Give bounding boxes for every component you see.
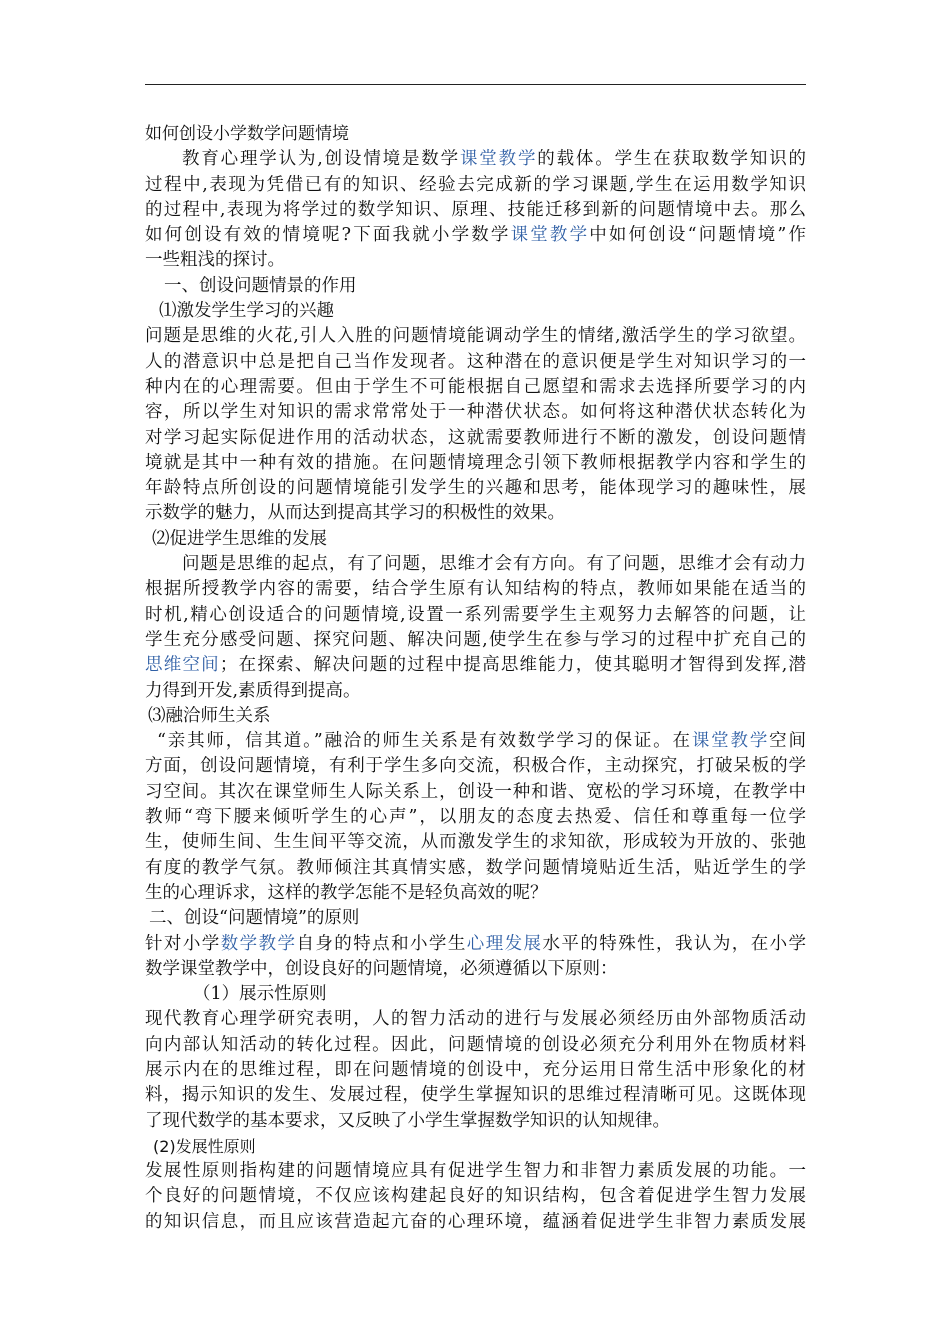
text-line <box>145 400 806 425</box>
text-line <box>145 1210 806 1235</box>
text-segment: 生，使师生间、生生间平等交流，从而激发学生的求知欲，形成较为开放的、张弛 <box>145 832 806 853</box>
text-line <box>145 1109 806 1134</box>
text-line <box>145 350 806 375</box>
text-line <box>145 780 806 805</box>
text-line <box>145 628 806 653</box>
text-segment: 如何创设小学数学问题情境 <box>145 124 349 144</box>
text-line <box>145 299 806 324</box>
text-segment: ⑶融洽师生关系 <box>148 705 271 726</box>
text-line <box>145 704 806 729</box>
text-segment: 有度的教学气氛。教师倾注其真情实感，数学问题情境贴近生活，贴近学生的学 <box>145 857 806 878</box>
text-segment: 根据所授教学内容的需要，结合学生原有认知结构的特点，教师如果能在适当的 <box>145 579 806 600</box>
text-line <box>145 1033 806 1058</box>
text-line <box>145 324 806 349</box>
text-segment: 教师“弯下腰来倾听学生的心声”，以朋友的态度去热爱、信任和尊重每一位学 <box>145 807 806 828</box>
text-line <box>145 603 806 628</box>
text-line <box>145 1083 806 1108</box>
document-body <box>145 122 806 1235</box>
text-segment: 空间 <box>769 731 807 752</box>
text-line <box>145 426 806 451</box>
text-line <box>145 147 806 172</box>
text-line <box>145 1007 806 1032</box>
document-title <box>145 122 806 147</box>
text-segment: 中如何创设“问题情境”作 <box>589 225 806 246</box>
text-line <box>145 653 806 678</box>
text-segment: 针对小学 <box>145 933 221 954</box>
text-segment: 料，揭示知识的发生、发展过程，使学生掌握知识的思维过程清晰可见。这既体现 <box>145 1085 806 1106</box>
text-segment: 学生充分感受问题、探究问题、解决问题,使学生在参与学习的过程中扩充自己的 <box>145 629 806 650</box>
text-segment: 年龄特点所创设的问题情境能引发学生的兴趣和思考，能体现学习的趣味性，展 <box>145 478 806 499</box>
text-line <box>145 982 806 1007</box>
text-segment: 水平的特殊性，我认为，在小学 <box>542 933 807 954</box>
text-line <box>145 501 806 526</box>
text-line <box>145 805 806 830</box>
text-segment: “亲其师，信其道。”融洽的师生关系是有效数学学习的保证。在 <box>157 731 692 752</box>
keyword-link[interactable]: 课堂教学 <box>691 731 770 752</box>
text-line <box>145 906 806 931</box>
text-line <box>145 248 806 273</box>
text-line <box>145 830 806 855</box>
text-segment: 问题是思维的火花,引人入胜的问题情境能调动学生的情绪,激活学生的学习欲望。 <box>145 326 806 347</box>
text-segment: 个良好的问题情境，不仅应该构建起良好的知识结构，包含着促进学生智力发展 <box>145 1186 806 1207</box>
text-segment: 习空间。其次在课堂师生人际关系上，创设一种和谐、宽松的学习环境，在教学中 <box>145 781 806 802</box>
text-segment: 的知识信息，而且应该营造起亢奋的心理环境，蕴涵着促进学生非智力素质发展 <box>145 1211 806 1232</box>
text-segment: ⑵促进学生思维的发展 <box>152 528 327 549</box>
text-segment: 向内部认知活动的转化过程。因此，问题情境的创设必须充分利用外在物质材料 <box>145 1034 806 1055</box>
text-line <box>145 223 806 248</box>
text-line <box>145 274 806 299</box>
text-segment: 方面，创设问题情境，有利于学生多向交流，积极合作，主动探究，打破呆板的学 <box>145 756 806 777</box>
keyword-link[interactable]: 数学教学 <box>220 933 297 954</box>
text-segment: 问题是思维的起点，有了问题，思维才会有方向。有了问题，思维才会有动力 <box>182 554 806 575</box>
text-segment: 境就是其中一种有效的措施。在问题情境理念引领下教师根据教学内容和学生的 <box>145 452 806 473</box>
text-segment: 二、创设“问题情境”的原则 <box>149 908 360 929</box>
text-segment: 自身的特点和小学生 <box>296 933 467 954</box>
text-line <box>145 932 806 957</box>
text-line <box>145 375 806 400</box>
text-line <box>145 527 806 552</box>
text-line <box>145 1134 806 1159</box>
text-segment: 一些粗浅的探讨。 <box>145 250 285 271</box>
keyword-link[interactable]: 思维空间 <box>145 655 220 676</box>
text-segment: 展示内在的思维过程，即在问题情境的创设中，充分运用日常生活中形象化的材 <box>145 1059 806 1080</box>
text-segment: 对学习起实际促进作用的活动状态，这就需要教师进行不断的激发，创设问题情 <box>145 427 806 448</box>
text-line <box>145 754 806 779</box>
text-segment: 的载体。学生在获取数学知识的 <box>537 149 807 170</box>
text-line <box>145 198 806 223</box>
text-segment: 过程中,表现为凭借已有的知识、经验去完成新的学习课题,学生在运用数学知识 <box>145 174 806 195</box>
keyword-link[interactable]: 课堂教学 <box>459 149 538 170</box>
text-segment: (2)发展性原则 <box>153 1136 256 1156</box>
text-segment: 发展性原则指构建的问题情境应具有促进学生智力和非智力素质发展的功能。一 <box>145 1161 806 1182</box>
text-line <box>145 451 806 476</box>
text-segment: 教育心理学认为,创设情境是数学 <box>182 149 460 170</box>
text-line <box>145 1058 806 1083</box>
text-segment: ；在探索、解决问题的过程中提高思维能力，使其聪明才智得到发挥,潜 <box>219 655 807 676</box>
text-line <box>145 1159 806 1184</box>
text-segment: 了现代数学的基本要求，又反映了小学生掌握数学知识的认知规律。 <box>145 1110 670 1131</box>
text-segment: 生的心理诉求，这样的教学怎能不是轻负高效的呢？ <box>145 882 548 903</box>
header-rule <box>145 84 806 85</box>
text-segment: 如何创设有效的情境呢?下面我就小学数学 <box>145 225 511 246</box>
text-line <box>145 552 806 577</box>
text-segment: 种内在的心理需要。但由于学生不可能根据自己愿望和需求去选择所要学习的内 <box>145 376 806 397</box>
text-line <box>145 173 806 198</box>
text-line <box>145 476 806 501</box>
text-segment: 时机,精心创设适合的问题情境,设置一系列需要学生主观努力去解答的问题，让 <box>145 604 806 625</box>
text-segment: 现代教育心理学研究表明，人的智力活动的进行与发展必须经历由外部物质活动 <box>145 1009 806 1030</box>
text-segment: 数学课堂教学中，创设良好的问题情境，必须遵循以下原则： <box>145 958 618 979</box>
text-segment: 的过程中,表现为将学过的数学知识、原理、技能迁移到新的问题情境中去。那么 <box>145 199 806 220</box>
text-segment: ⑴激发学生学习的兴趣 <box>159 301 334 322</box>
text-line <box>145 729 806 754</box>
text-line <box>145 881 806 906</box>
text-line <box>145 1184 806 1209</box>
text-segment: 人的潜意识中总是把自己当作发现者。这种潜在的意识便是学生对知识学习的一 <box>145 351 806 372</box>
text-line <box>145 577 806 602</box>
text-line <box>145 679 806 704</box>
text-line <box>145 957 806 982</box>
text-segment: 一、创设问题情景的作用 <box>164 275 357 296</box>
text-segment: （1）展示性原则 <box>193 984 327 1005</box>
keyword-link[interactable]: 课堂教学 <box>510 225 590 246</box>
text-segment: 容，所以学生对知识的需求常常处于一种潜伏状态。如何将这种潜伏状态转化为 <box>145 402 806 423</box>
text-segment: 力得到开发,素质得到提高。 <box>145 680 361 701</box>
text-line <box>145 856 806 881</box>
keyword-link[interactable]: 心理发展 <box>466 933 543 954</box>
text-segment: 示数学的魅力，从而达到提高其学习的积极性的效果。 <box>145 503 565 524</box>
